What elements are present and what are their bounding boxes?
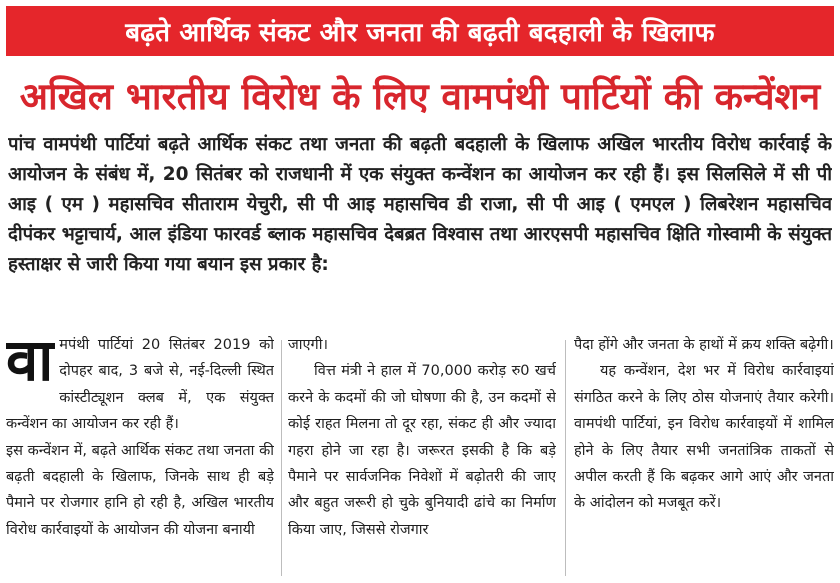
intro-paragraph: पांच वामपंथी पार्टियां बढ़ते आर्थिक संकट तथा जनता की बढ़ती बदहाली के खिलाफ अखिल भारतीय विरोध कार्रवाई के आयोजन के संबंध में, 20 सितंबर को राजधानी में एक संयुक्त कन्वेंशन का आयोजन कर रही हैं। इस सिलसिले में सी पी आइ ( एम ) महासचिव सीताराम येचुरी, सी पी आइ महासचिव डी राजा, सी पी आइ ( एमएल ) लिबरेशन महासचिव दीपंकर भट्टाचार्य, आल इंडिया फारवर्ड ब्लाक महासचिव देबब्रत विश्वास तथा आरएसपी महासचिव क्षिति गोस्वामी के संयुक्त हस्ताक्षर से जारी किया गया बयान इस प्रकार है: <box>8 134 832 275</box>
column-2-paragraph-2: वित्त मंत्री ने हाल में 70,000 करोड़ रु0 खर्च करने के कदमों की जो घोषणा की है, उन कदमों से कोई राहत मिलना तो दूर रहा, संकट ही और ज्यादा गहरा होने जा रहा है। जरूरत इसकी है कि बड़े पैमाने पर सार्वजनिक निवेशों में बढ़ोतरी की जाए और बहुत जरूरी हो चुके बुनियादी ढांचे का निर्माण किया जाए, जिससे रोजगार <box>288 363 556 538</box>
column-divider-2 <box>565 340 566 576</box>
banner-text: बढ़ते आर्थिक संकट और जनता की बढ़ती बदहाली के खिलाफ <box>125 18 715 48</box>
column-1-paragraph-1: मपंथी पार्टियां 20 सितंबर 2019 को दोपहर बाद, 3 बजे से, नई-दिल्ली स्थित कांस्टीट्यूशन क्लब में, एक संयुक्त कन्वेंशन का आयोजन कर रही हैं। <box>6 337 274 433</box>
article-column-1 <box>6 332 274 580</box>
top-banner <box>6 6 834 56</box>
column-2-paragraph-1: जाएगी। <box>288 337 328 353</box>
headline <box>6 62 834 126</box>
drop-cap: वा <box>6 332 54 394</box>
article-column-3 <box>574 332 834 580</box>
column-1-paragraph-2: इस कन्वेंशन में, बढ़ते आर्थिक संकट तथा जनता की बढ़ती बदहाली के खिलाफ, जिनके साथ ही बड़े पैमाने पर रोजगार हानि हो रही है, अखिल भारतीय विरोध कार्रवाइयों के आयोजन की योजना बनायी <box>6 442 274 538</box>
article-column-2 <box>288 332 556 580</box>
headline-text: अखिल भारतीय विरोध के लिए वामपंथी पार्टियों की कन्वेंशन <box>19 74 821 118</box>
column-divider-1 <box>281 340 282 576</box>
column-3-paragraph-1: पैदा होंगे और जनता के हाथों में क्रय शक्ति बढ़ेगी। <box>574 337 834 353</box>
article-body <box>6 332 834 580</box>
column-3-paragraph-2: यह कन्वेंशन, देश भर में विरोध कार्रवाइयां संगठित करने के लिए ठोस योजनाएं तैयार करेगी। वामपंथी पार्टियां, इन विरोध कार्रवाइयों में शामिल होने के लिए तैयार सभी जनतांत्रिक ताकतों से अपील करती हैं कि बढ़कर आगे आएं और जनता के आंदोलन को मजबूत करें। <box>574 363 834 512</box>
